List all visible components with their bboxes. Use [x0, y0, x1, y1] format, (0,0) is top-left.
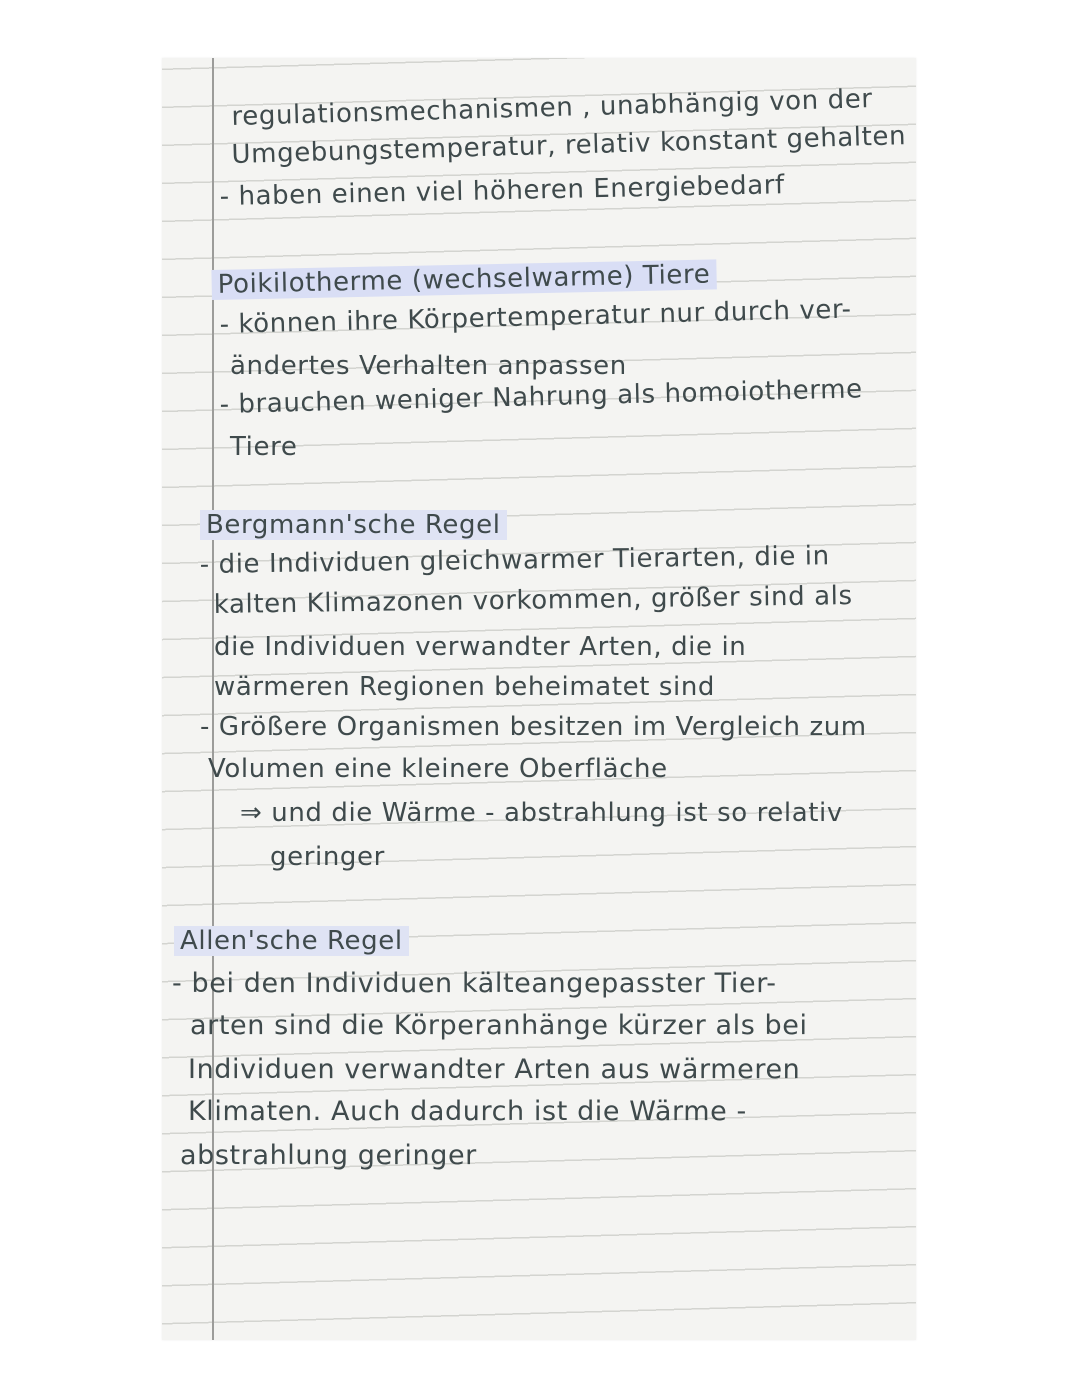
- note-line-19: - bei den Individuen kälteangepasster Tier-: [172, 968, 777, 999]
- note-line-1: regulationsmechanismen , unabhängig von der: [231, 84, 874, 132]
- heading-allen: [174, 926, 409, 956]
- note-line-13: wärmeren Regionen beheimatet sind: [214, 672, 716, 702]
- note-line-3: - haben einen viel höheren Energiebedarf: [219, 170, 786, 212]
- note-line-22: Klimaten. Auch dadurch ist die Wärme -: [188, 1096, 747, 1127]
- note-line-20: arten sind die Körperanhänge kürzer als bei: [190, 1010, 808, 1041]
- note-line-14: - Größere Organismen besitzen im Vergleich zum: [200, 712, 867, 742]
- notebook-page: [162, 58, 916, 1340]
- note-line-12: die Individuen verwandter Arten, die in: [214, 632, 747, 662]
- note-line-16: ⇒ und die Wärme - abstrahlung ist so relativ: [240, 798, 843, 828]
- note-line-21: Individuen verwandter Arten aus wärmeren: [188, 1054, 801, 1085]
- note-line-2: Umgebungstemperatur, relativ konstant gehalten: [231, 121, 907, 170]
- note-line-23: abstrahlung geringer: [180, 1140, 477, 1171]
- heading-poikilotherme-text: Poikilotherme (wechselwarme) Tiere: [211, 259, 716, 300]
- note-line-7: - brauchen weniger Nahrung als homoiotherme: [219, 374, 864, 420]
- heading-bergmann-text: Bergmann'sche Regel: [200, 510, 507, 540]
- note-line-17: geringer: [270, 842, 385, 872]
- note-line-15: Volumen eine kleinere Oberfläche: [208, 754, 668, 784]
- note-line-6: ändertes Verhalten anpassen: [230, 351, 627, 381]
- note-line-5: - können ihre Körpertemperatur nur durch ver-: [219, 294, 852, 340]
- note-line-10: - die Individuen gleichwarmer Tierarten, die in: [199, 541, 830, 580]
- note-line-8: Tiere: [230, 432, 298, 462]
- heading-bergmann: [200, 510, 507, 540]
- heading-poikilotherme: [211, 259, 716, 300]
- heading-allen-text: Allen'sche Regel: [174, 926, 409, 956]
- note-line-11: kalten Klimazonen vorkommen, größer sind als: [213, 581, 853, 620]
